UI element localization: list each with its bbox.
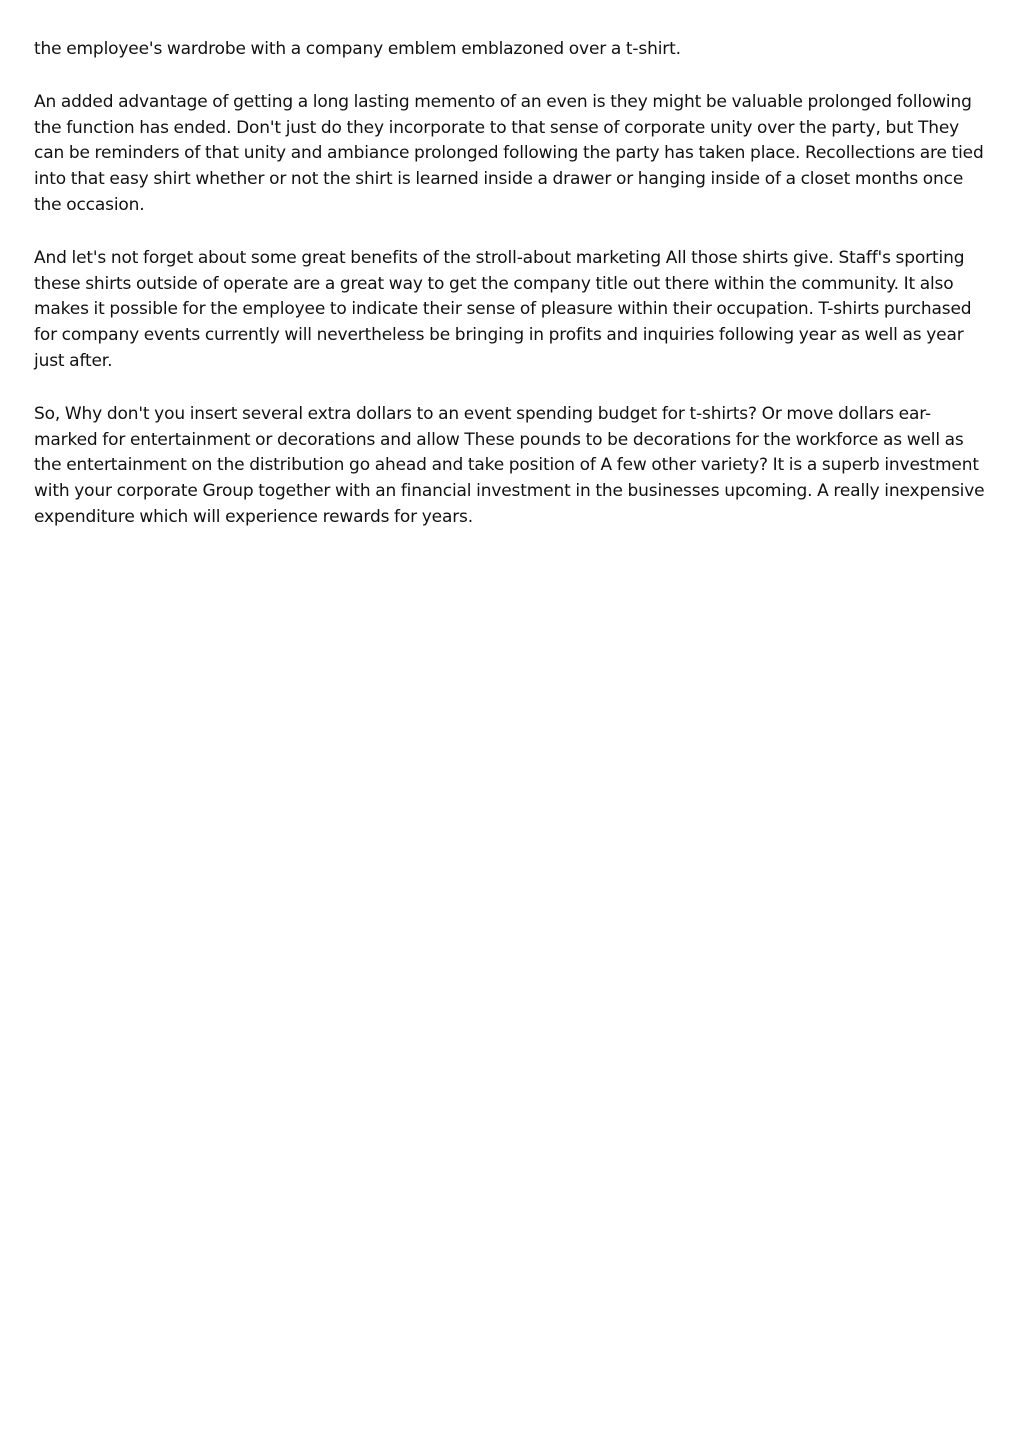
document-page: [34, 37, 992, 531]
paragraph-3: And let's not forget about some great benefits of the stroll-about marketing All those shirts give. Staff's sporting these shirts outside of operate are a great way to get the company title out there within the community. It also makes it possible for the employee to indicate their sense of pleasure within their occupation. T-shirts purchased for company events currently will nevertheless be bringing in profits and inquiries following year as well as year just after.: [34, 247, 972, 371]
paragraph-2: An added advantage of getting a long lasting memento of an even is they might be valuable prolonged following the function has ended. Don't just do they incorporate to that sense of corporate unity over the party, but They can be reminders of that unity and ambiance prolonged following the party has taken place. Recollections are tied into that easy shirt whether or not the shirt is learned inside a drawer or hanging inside of a closet months once the occasion.: [34, 91, 984, 215]
paragraph-1: the employee's wardrobe with a company emblem emblazoned over a t-shirt.: [34, 39, 681, 59]
paragraph-4: So, Why don't you insert several extra dollars to an event spending budget for t-shirts? Or move dollars ear-marked for entertainment or decorations and allow These pounds to be decorations for the workforce as well as the entertainment on the distribution go ahead and take position of A few other variety? It is a superb investment with your corporate Group together with an financial investment in the businesses upcoming. A really inexpensive expenditure which will experience rewards for years.: [34, 403, 985, 527]
